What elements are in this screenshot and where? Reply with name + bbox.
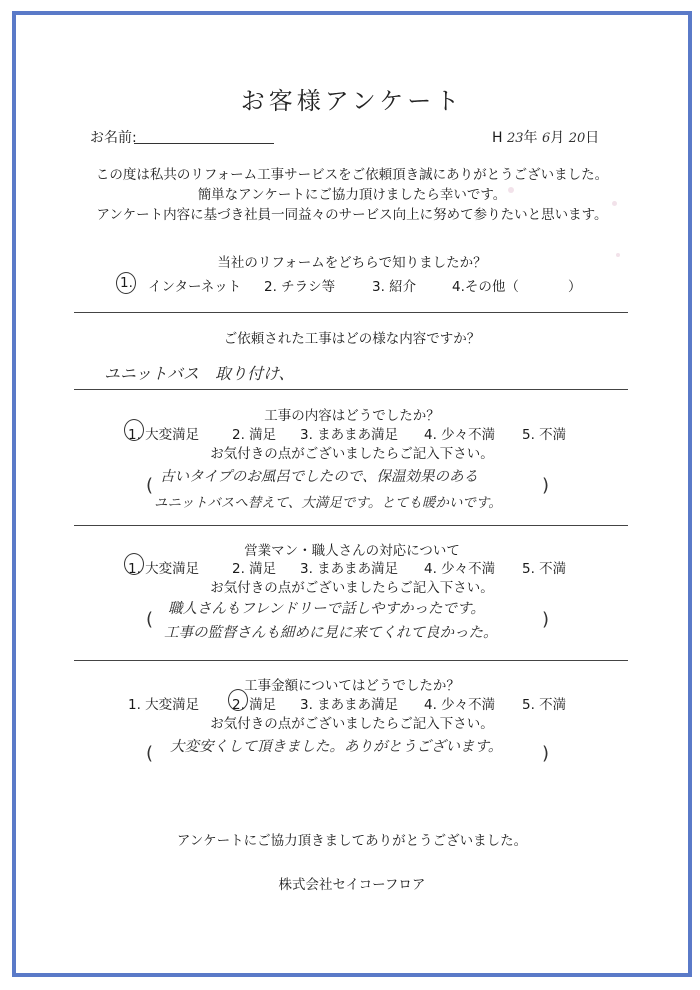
scan-speck (612, 201, 617, 206)
q1-option-2: 2. チラシ等 (264, 279, 336, 295)
divider (74, 389, 628, 390)
q4-option-2: 2. 満足 (232, 561, 277, 577)
divider (74, 312, 628, 313)
q3-comment-line-2: ユニットバスへ替えて、大満足です。とても暖かいです。 (154, 495, 502, 511)
q4-option-4: 4. 少々不満 (424, 561, 496, 577)
q3-comment-line-1: 古いタイプのお風呂でしたので、保温効果のある (160, 469, 478, 485)
q4-question: 営業マン・職人さんの対応について (244, 543, 460, 559)
q5-option-1: 1. 大変満足 (128, 697, 200, 713)
company-name: 株式会社セイコーフロア (278, 877, 426, 893)
intro-line-1: この度は私共のリフォーム工事サービスをご依頼頂き誠にありがとうございました。 (95, 167, 609, 183)
divider (74, 660, 628, 661)
q1-option-1: インターネット (148, 279, 242, 295)
q4-comment-line-1: 職人さんもフレンドリーで話しやすかったです。 (168, 601, 485, 617)
q4-comment-prompt: お気付きの点がございましたらご記入下さい。 (210, 580, 494, 596)
open-paren: ( (146, 475, 154, 496)
q5-comment-prompt: お気付きの点がございましたらご記入下さい。 (210, 716, 494, 732)
q3-option-1: 1. 大変満足 (128, 427, 200, 443)
q4-option-3: 3. まあまあ満足 (300, 561, 399, 577)
q1-selected-circle (116, 272, 136, 294)
q3-option-5: 5. 不満 (522, 427, 567, 443)
scan-speck (508, 187, 514, 193)
q2-answer: ユニットバス 取り付け、 (104, 364, 295, 383)
q5-option-4: 4. 少々不満 (424, 697, 496, 713)
close-paren: ) (542, 475, 550, 496)
date-year: 23 (506, 131, 524, 146)
q1-option-4-close: ） (568, 279, 582, 295)
intro-line-3: アンケート内容に基づき社員一同益々のサービス向上に努めて参りたいと思います。 (96, 207, 608, 223)
name-label: お名前: (90, 130, 137, 146)
date-field: H 23年 6月 20日 (492, 130, 600, 146)
q1-option-3: 3. 紹介 (372, 279, 417, 295)
divider (74, 525, 628, 526)
q3-question: 工事の内容はどうでしたか？ (264, 408, 440, 424)
q3-option-2: 2. 満足 (232, 427, 277, 443)
close-paren: ) (542, 743, 550, 764)
intro-line-2: 簡単なアンケートにご協力頂けましたら幸いです。 (197, 187, 507, 203)
thanks-message: アンケートにご協力頂きましてありがとうございました。 (176, 833, 528, 849)
q4-option-5: 5. 不満 (522, 561, 567, 577)
q3-comment-prompt: お気付きの点がございましたらご記入下さい。 (210, 446, 494, 462)
close-paren: ) (542, 609, 550, 630)
date-month: 6 (541, 131, 551, 146)
scan-speck (616, 253, 620, 257)
q5-option-2: 2. 満足 (232, 697, 277, 713)
q1-option-4: 4.その他（ (452, 279, 519, 295)
q3-option-3: 3. まあまあ満足 (300, 427, 399, 443)
open-paren: ( (146, 609, 154, 630)
q4-option-1: 1. 大変満足 (128, 561, 200, 577)
page-title: お客様アンケート (240, 87, 464, 115)
q5-comment-line-1: 大変安くして頂きました。ありがとうございます。 (170, 739, 503, 755)
q2-question: ご依頼された工事はどの様な内容ですか？ (223, 331, 481, 347)
q1-option-1-number: 1. (120, 275, 133, 291)
q5-option-3: 3. まあまあ満足 (300, 697, 399, 713)
q1-question: 当社のリフォームをどちらで知りましたか？ (217, 255, 487, 271)
date-day: 20 (568, 131, 586, 146)
q4-comment-line-2: 工事の監督さんも細めに見に来てくれて良かった。 (164, 625, 498, 641)
q5-option-5: 5. 不満 (522, 697, 567, 713)
q5-question: 工事金額についてはどうでしたか？ (244, 678, 460, 694)
name-field-line (134, 143, 274, 144)
survey-sheet (12, 11, 692, 977)
open-paren: ( (146, 743, 154, 764)
q3-option-4: 4. 少々不満 (424, 427, 496, 443)
